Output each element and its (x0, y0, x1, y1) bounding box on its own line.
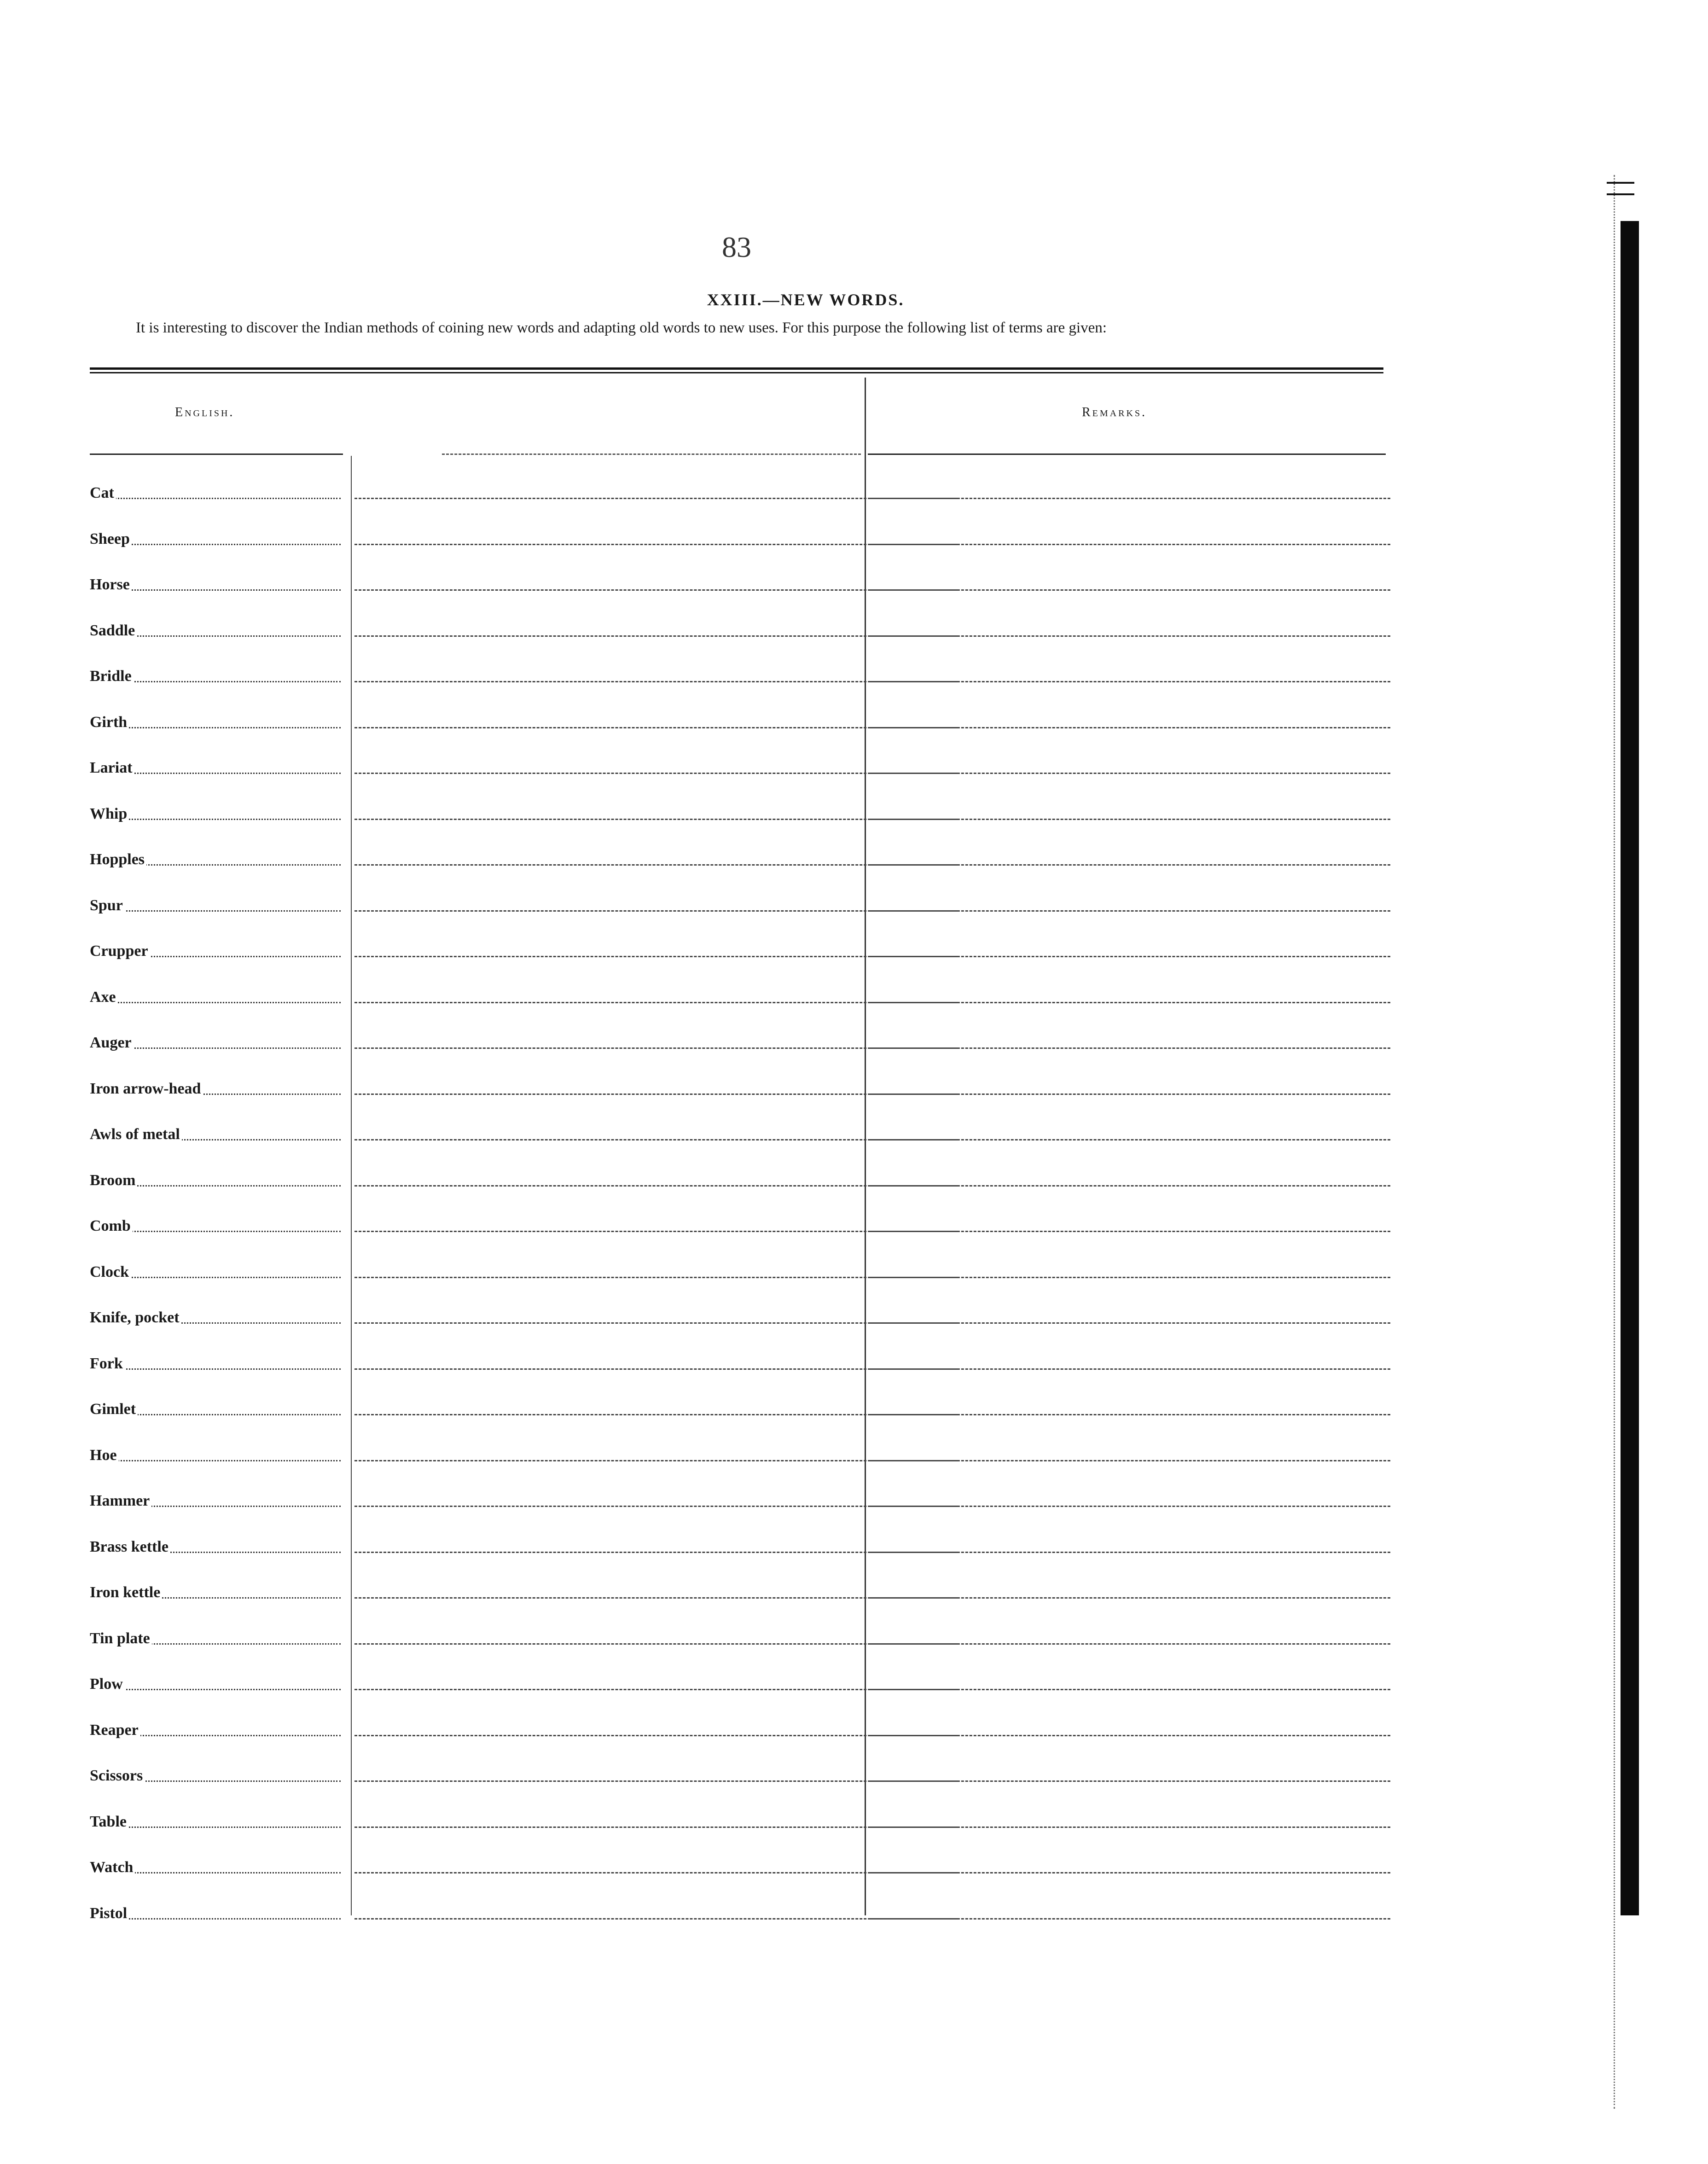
english-term: Hopples (90, 851, 146, 868)
remarks-blank[interactable] (870, 1047, 1390, 1049)
table-row (90, 1097, 1393, 1143)
native-term-blank[interactable] (354, 1506, 958, 1507)
table-row (90, 593, 1393, 640)
english-term: Awls of metal (90, 1126, 182, 1143)
remarks-blank[interactable] (870, 1414, 1390, 1415)
top-rule (90, 367, 1383, 370)
table-row (90, 685, 1393, 731)
native-term-blank[interactable] (354, 1552, 958, 1553)
remarks-blank[interactable] (870, 1368, 1390, 1370)
remarks-blank[interactable] (870, 910, 1390, 912)
table-row (90, 1418, 1393, 1464)
native-term-blank[interactable] (354, 1185, 958, 1187)
english-term: Iron arrow-head (90, 1080, 203, 1098)
header-rule-english (90, 454, 343, 455)
remarks-blank[interactable] (870, 773, 1390, 774)
table-row (90, 960, 1393, 1006)
remarks-blank[interactable] (870, 1277, 1390, 1278)
english-term: Bridle (90, 668, 134, 685)
top-rule-secondary (90, 372, 1383, 373)
english-term: Auger (90, 1034, 134, 1052)
table-row (90, 1372, 1393, 1418)
remarks-blank[interactable] (870, 1139, 1390, 1140)
native-term-blank[interactable] (354, 1277, 958, 1278)
native-term-blank[interactable] (354, 1460, 958, 1461)
english-term: Knife, pocket (90, 1309, 181, 1326)
table-row (90, 731, 1393, 777)
native-term-blank[interactable] (354, 1322, 958, 1324)
native-term-blank[interactable] (354, 727, 958, 728)
table-row (90, 502, 1393, 548)
table-row (90, 1143, 1393, 1189)
english-term: Saddle (90, 622, 137, 640)
native-term-blank[interactable] (354, 681, 958, 682)
remarks-blank[interactable] (870, 1780, 1390, 1782)
table-row (90, 1830, 1393, 1876)
remarks-blank[interactable] (870, 1002, 1390, 1003)
native-term-blank[interactable] (354, 1689, 958, 1690)
english-term: Clock (90, 1263, 131, 1281)
scan-binding-edge (1621, 221, 1639, 1915)
table-row (90, 1785, 1393, 1831)
english-term: Sheep (90, 530, 132, 548)
section-title: XXIII.—NEW WORDS. (707, 291, 905, 309)
remarks-blank[interactable] (870, 1735, 1390, 1736)
table-row (90, 1555, 1393, 1601)
native-term-blank[interactable] (354, 1872, 958, 1873)
remarks-blank[interactable] (870, 1506, 1390, 1507)
table-row (90, 1739, 1393, 1785)
remarks-blank[interactable] (870, 1094, 1390, 1095)
table-row (90, 1280, 1393, 1326)
scan-edge-mark (1607, 193, 1634, 195)
remarks-blank[interactable] (870, 635, 1390, 637)
dotted-leader (90, 910, 341, 912)
dotted-leader (90, 1002, 341, 1003)
scan-edge-dots (1614, 175, 1620, 2109)
native-term-blank[interactable] (354, 819, 958, 820)
english-term: Girth (90, 714, 129, 731)
table-row (90, 1464, 1393, 1510)
native-term-blank[interactable] (354, 1094, 958, 1095)
english-term: Watch (90, 1859, 135, 1876)
remarks-blank[interactable] (870, 1827, 1390, 1828)
page-number: 83 (722, 231, 751, 263)
native-term-blank[interactable] (354, 498, 958, 499)
header-rule-middle (442, 454, 861, 455)
english-term: Crupper (90, 942, 150, 960)
table-row (90, 547, 1393, 593)
table-row (90, 1006, 1393, 1052)
english-term: Whip (90, 805, 129, 823)
remarks-blank[interactable] (870, 1918, 1390, 1920)
remarks-blank[interactable] (870, 681, 1390, 682)
english-term: Cat (90, 484, 116, 502)
intro-paragraph: It is interesting to discover the Indian methods of coining new words and adapting old words to new uses. For this purpose the following list of terms are given: (136, 320, 1107, 336)
table-row (90, 1235, 1393, 1281)
native-term-blank[interactable] (354, 1002, 958, 1003)
remarks-blank[interactable] (870, 1689, 1390, 1690)
native-term-blank[interactable] (354, 1735, 958, 1736)
remarks-blank[interactable] (870, 727, 1390, 728)
table-row (90, 1693, 1393, 1739)
native-term-blank[interactable] (354, 544, 958, 545)
table-row (90, 777, 1393, 823)
table-row (90, 456, 1393, 502)
english-term: Hoe (90, 1447, 119, 1464)
dotted-leader (90, 1689, 341, 1690)
english-term: Spur (90, 897, 125, 914)
dotted-leader (90, 498, 341, 499)
remarks-blank[interactable] (870, 589, 1390, 591)
remarks-blank[interactable] (870, 1460, 1390, 1461)
table-row (90, 639, 1393, 685)
english-term: Tin plate (90, 1630, 152, 1647)
remarks-blank[interactable] (870, 1872, 1390, 1873)
english-term: Brass kettle (90, 1538, 170, 1556)
remarks-blank[interactable] (870, 1552, 1390, 1553)
native-term-blank[interactable] (354, 1827, 958, 1828)
native-term-blank[interactable] (354, 589, 958, 591)
table-row (90, 1189, 1393, 1235)
english-term: Fork (90, 1355, 125, 1373)
native-term-blank[interactable] (354, 910, 958, 912)
table-row (90, 1510, 1393, 1556)
native-term-blank[interactable] (354, 864, 958, 866)
english-term: Plow (90, 1675, 125, 1693)
english-term: Horse (90, 576, 132, 593)
native-term-blank[interactable] (354, 1597, 958, 1599)
table-row (90, 1876, 1393, 1922)
english-term: Gimlet (90, 1401, 138, 1418)
table-row (90, 868, 1393, 914)
english-term: Lariat (90, 759, 134, 777)
scan-edge-mark (1607, 182, 1634, 184)
remarks-blank[interactable] (870, 1185, 1390, 1187)
english-term: Reaper (90, 1722, 140, 1739)
native-term-blank[interactable] (354, 1643, 958, 1645)
remarks-blank[interactable] (870, 498, 1390, 499)
english-term: Axe (90, 989, 118, 1006)
native-term-blank[interactable] (354, 1414, 958, 1415)
header-rule-remarks (868, 454, 1386, 455)
table-row (90, 1647, 1393, 1693)
native-term-blank[interactable] (354, 1368, 958, 1370)
remarks-blank[interactable] (870, 1231, 1390, 1232)
remarks-blank[interactable] (870, 1597, 1390, 1599)
remarks-blank[interactable] (870, 1322, 1390, 1324)
table-row (90, 1052, 1393, 1098)
remarks-blank[interactable] (870, 544, 1390, 545)
native-term-blank[interactable] (354, 1918, 958, 1920)
table-row (90, 822, 1393, 868)
table-row (90, 914, 1393, 960)
remarks-blank[interactable] (870, 819, 1390, 820)
english-term: Hammer (90, 1492, 151, 1510)
table-row (90, 1326, 1393, 1373)
column-header-english: English. (175, 405, 235, 419)
remarks-blank[interactable] (870, 864, 1390, 866)
english-term: Table (90, 1813, 128, 1831)
native-term-blank[interactable] (354, 635, 958, 637)
native-term-blank[interactable] (354, 773, 958, 774)
native-term-blank[interactable] (354, 1047, 958, 1049)
english-term: Broom (90, 1172, 137, 1189)
english-term: Comb (90, 1217, 133, 1235)
native-term-blank[interactable] (354, 956, 958, 957)
english-term: Pistol (90, 1905, 129, 1922)
dotted-leader (90, 1368, 341, 1370)
native-term-blank[interactable] (354, 1139, 958, 1140)
english-term: Scissors (90, 1767, 145, 1785)
native-term-blank[interactable] (354, 1231, 958, 1232)
native-term-blank[interactable] (354, 1780, 958, 1782)
english-term: Iron kettle (90, 1584, 162, 1601)
dotted-leader (90, 1460, 341, 1461)
column-header-remarks: Remarks. (1082, 405, 1147, 419)
table-row (90, 1601, 1393, 1647)
remarks-blank[interactable] (870, 956, 1390, 957)
remarks-blank[interactable] (870, 1643, 1390, 1645)
